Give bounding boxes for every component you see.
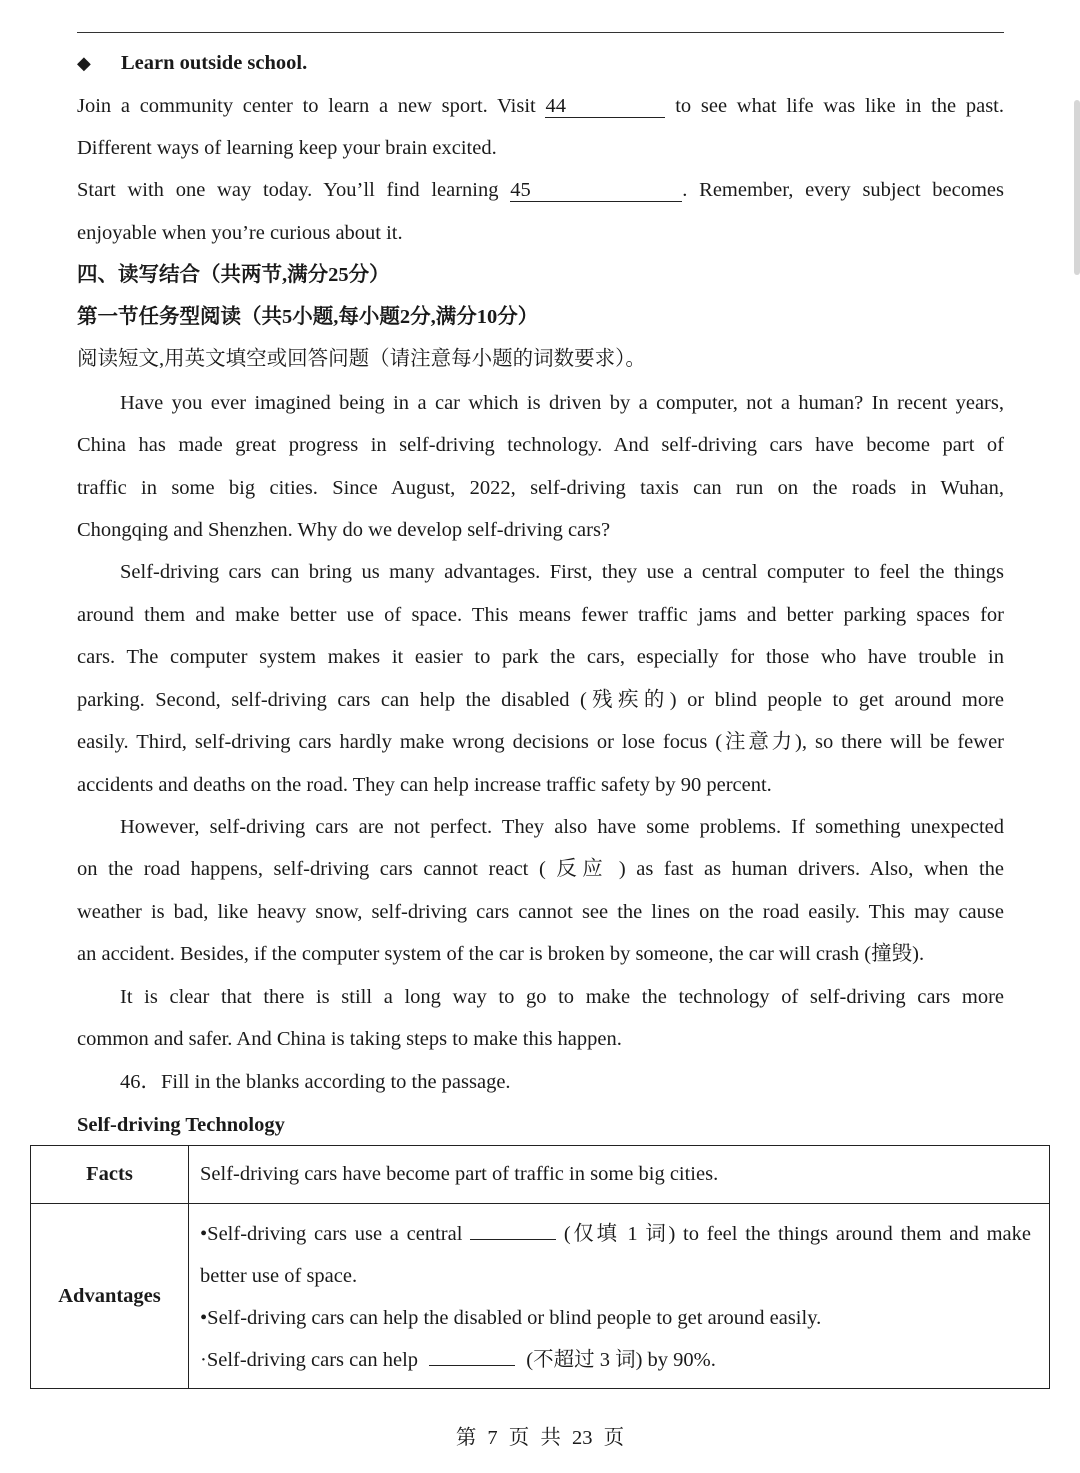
page-footer: 第 7 页 共 23 页	[455, 1427, 625, 1449]
advantage-3-post: (不超过 3 词) by 90%.	[526, 1349, 716, 1371]
passage-line: China has made great progress in self-driving technology. And self-driving cars have become part of	[77, 434, 1004, 456]
passage-line: weather is bad, like heavy snow, self-driving cars cannot see the lines on the road easily. This may cause	[77, 901, 1004, 923]
advantage-1-pre: •Self-driving cars use a central	[200, 1223, 463, 1245]
intro-line-3	[77, 176, 1004, 204]
passage-line: cars. The computer system makes it easier to park the cars, especially for those who have trouble in	[77, 646, 1004, 668]
passage-line: Chongqing and Shenzhen. Why do we develop self-driving cars?	[77, 519, 611, 541]
intro-line-3-pre: Start with one way today. You’ll find learning	[77, 179, 499, 201]
advantage-2: •Self-driving cars can help the disabled or blind people to get around easily.	[200, 1307, 822, 1329]
passage-line: easily. Third, self-driving cars hardly make wrong decisions or lose focus (注意力), so there will be fewer	[77, 731, 1004, 753]
passage-line: common and safer. And China is taking steps to make this happen.	[77, 1028, 622, 1050]
passage-line: on the road happens, self-driving cars cannot react ( 反应 ) as fast as human drivers. Also, when the	[77, 858, 1004, 880]
intro-line-1-post: to see what life was like in the past.	[675, 95, 1004, 117]
section-heading	[77, 49, 1004, 77]
facts-label: Facts	[31, 1146, 189, 1204]
passage-line: an accident. Besides, if the computer system of the car is broken by someone, the car will crash (撞毁).	[77, 943, 925, 965]
advantage-1-cont: better use of space.	[200, 1265, 358, 1287]
intro-line-1	[77, 92, 1004, 120]
blank-45: 45	[510, 179, 682, 202]
passage-line: around them and make better use of space. This means fewer traffic jams and better parking spaces for	[77, 604, 1004, 626]
table-row	[31, 1146, 1050, 1204]
scrollbar[interactable]	[1074, 100, 1080, 275]
section-heading-text: Learn outside school.	[121, 52, 308, 74]
intro-line-4: enjoyable when you’re curious about it.	[77, 222, 403, 244]
passage-line: Have you ever imagined being in a car which is driven by a computer, not a human? In recent years,	[120, 392, 1004, 414]
facts-text: Self-driving cars have become part of traffic in some big cities.	[189, 1146, 1050, 1204]
passage-line: parking. Second, self-driving cars can help the disabled (残疾的) or blind people to get around more	[77, 689, 1004, 711]
passage-line: However, self-driving cars are not perfect. They also have some problems. If something unexpected	[120, 816, 1004, 838]
section1-title: 第一节任务型阅读（共5小题,每小题2分,满分10分）	[77, 306, 539, 328]
advantage-1-post: (仅填 1 词) to feel the things around them and make	[563, 1223, 1032, 1245]
table-title: Self-driving Technology	[77, 1114, 285, 1136]
top-rule	[77, 32, 1004, 33]
table-row	[31, 1204, 1050, 1389]
passage-line: traffic in some big cities. Since August, 2022, self-driving taxis can run on the roads in Wuhan,	[77, 477, 1004, 499]
passage-line: Self-driving cars can bring us many advantages. First, they use a central computer to feel the things	[120, 561, 1004, 583]
diamond-bullet-icon: ◆	[77, 53, 91, 73]
passage-line: accidents and deaths on the road. They can help increase traffic safety by 90 percent.	[77, 774, 772, 796]
part4-title: 四、读写结合（共两节,满分25分）	[77, 264, 390, 286]
answer-blank-2[interactable]	[429, 1365, 515, 1366]
advantage-3	[200, 1346, 1031, 1374]
instructions: 阅读短文,用英文填空或回答问题（请注意每小题的词数要求）。	[77, 348, 646, 370]
advantages-label: Advantages	[31, 1204, 189, 1389]
intro-line-1-pre: Join a community center to learn a new sport. Visit	[77, 95, 536, 117]
advantage-3-pre: ·Self-driving cars can help	[200, 1349, 419, 1371]
advantage-1	[200, 1220, 1031, 1248]
intro-line-2: Different ways of learning keep your brain excited.	[77, 137, 497, 159]
advantages-cell	[189, 1204, 1050, 1389]
question-46: 46．Fill in the blanks according to the passage.	[120, 1071, 511, 1093]
intro-line-3-post: . Remember, every subject becomes	[682, 179, 1004, 201]
blank-44: 44	[545, 95, 665, 118]
passage-line: It is clear that there is still a long way to go to make the technology of self-driving cars more	[120, 986, 1004, 1008]
facts-table	[30, 1145, 1050, 1389]
answer-blank-1[interactable]	[470, 1239, 556, 1240]
